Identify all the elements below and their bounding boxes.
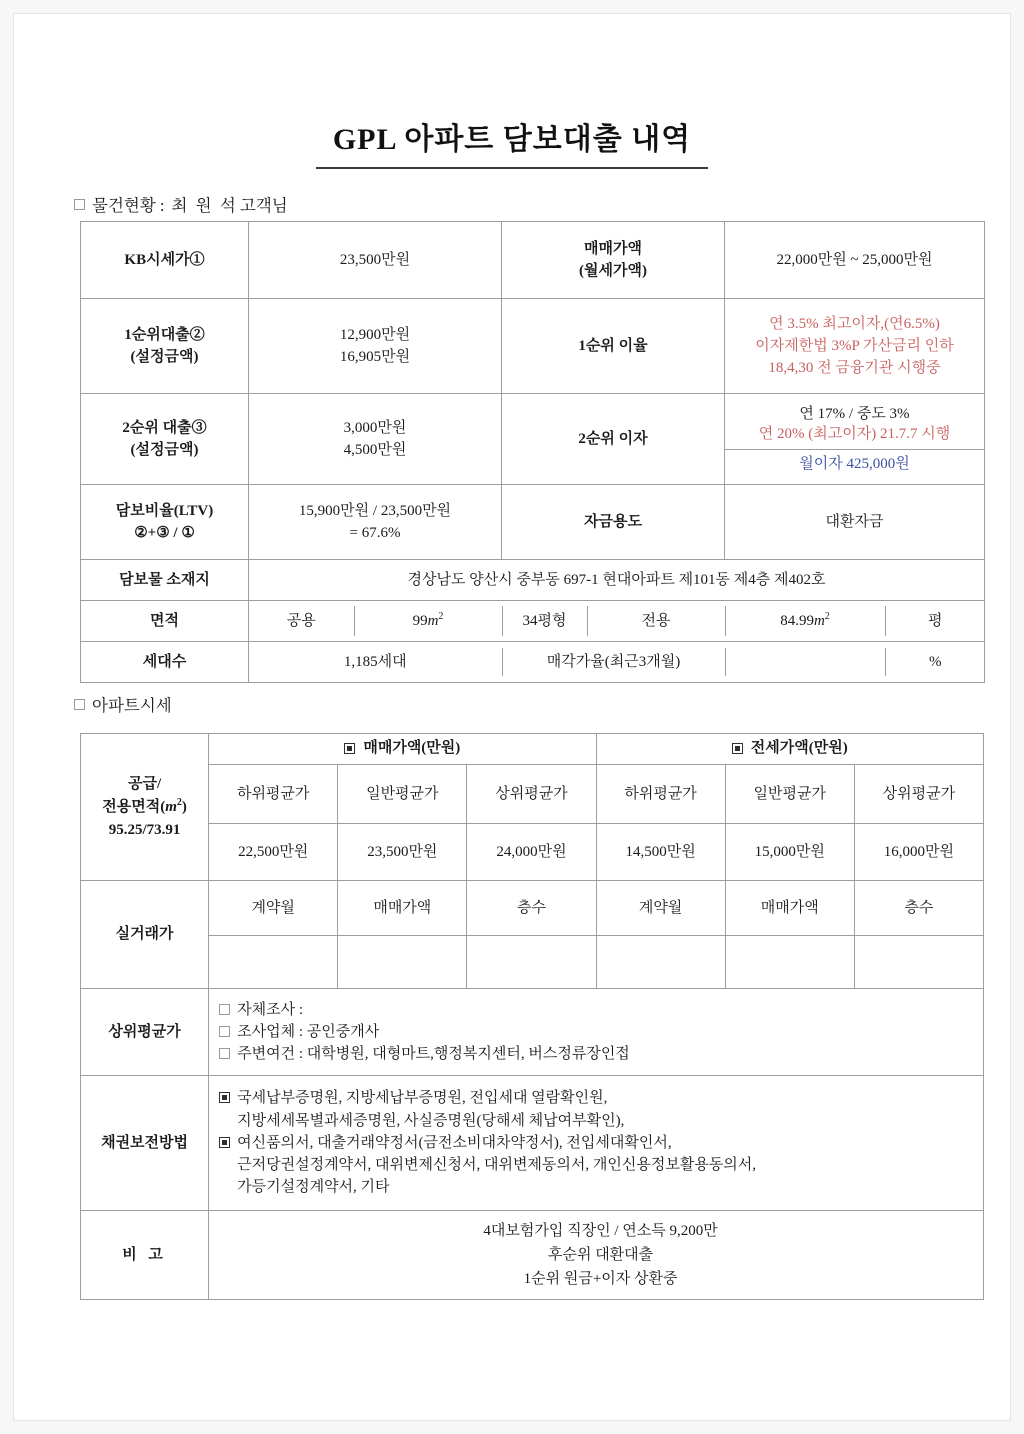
cell-ltv-calc <box>249 485 502 560</box>
cell-sale-rate-value <box>725 648 885 676</box>
cell-remarks-content <box>209 1210 984 1299</box>
first-rate-line3: 18,4,30 전 금융기관 시행중 <box>768 360 941 377</box>
cell-first-rate-detail <box>725 299 985 394</box>
cell-first-loan-label-line1: 1순위대출② <box>124 326 205 343</box>
checkbox-filled-icon <box>344 743 355 754</box>
table-row <box>81 764 984 823</box>
cell-sale-price-range: 22,000만원 ~ 25,000만원 <box>725 222 985 299</box>
cell-second-loan-label <box>81 394 249 485</box>
cell-price-value: 22,500만원 <box>209 823 338 880</box>
group-header-sale-price-label: 매매가액(만원) <box>363 740 461 756</box>
list-item <box>219 999 973 1021</box>
title-underline <box>316 167 708 169</box>
customer-name: 최 원 석 고객님 <box>171 196 288 215</box>
table-row <box>81 823 984 880</box>
second-rate-monthly-interest: 월이자 425,000원 <box>725 449 984 479</box>
cell-upper-average-items <box>209 988 984 1075</box>
col-header-actual: 계약월 <box>596 880 725 935</box>
list-item <box>219 1110 973 1132</box>
list-item-label: 근저당권설정계약서, 대위변제신청서, 대위변제동의서, 개인신용정보활용동의서, <box>237 1157 757 1173</box>
cell-actual-price-label: 실거래가 <box>81 880 209 988</box>
checkbox-empty-icon <box>219 1004 230 1015</box>
remarks-line: 1순위 원금+이자 상환중 <box>523 1271 678 1287</box>
list-item-label: 지방세세목별과세증명원, 사실증명원(당해세 체납여부확인), <box>237 1112 625 1129</box>
cell-second-rate-detail <box>725 394 985 485</box>
col-header-actual: 계약월 <box>209 880 338 935</box>
group-header-jeonse-price-label: 전세가액(만원) <box>750 740 848 756</box>
cell-upper-average-label: 상위평균가 <box>81 988 209 1075</box>
table-row <box>81 734 984 765</box>
col-header-actual: 매매가액 <box>338 880 467 935</box>
cell-households-label: 세대수 <box>81 642 249 683</box>
supply-line2: 전용면적$(m^2)$ <box>102 797 187 816</box>
cell-households-value: 1,185세대 <box>249 648 502 676</box>
table-row <box>81 1075 984 1210</box>
cell-price-value: 23,500만원 <box>338 823 467 880</box>
property-status-table <box>80 221 985 683</box>
cell-first-loan-amounts <box>249 299 502 394</box>
remarks-line: 4대보험가입 직장인 / 연소득 9,200만 <box>483 1222 718 1239</box>
cell-sale-price-label <box>502 222 725 299</box>
cell-first-loan-amount2: 16,905만원 <box>339 349 411 365</box>
first-rate-line1: 연 3.5% 최고이자,(연6.5%) <box>769 315 940 332</box>
checkbox-filled-icon <box>219 1137 230 1148</box>
supply-line1: 공급/ <box>127 776 162 793</box>
table-row <box>81 299 985 394</box>
cell-common-label: 공용 <box>249 606 354 635</box>
cell-supply-exclusive-area <box>81 734 209 881</box>
section-heading-property <box>74 192 288 216</box>
cell-ltv-label-line2: ②+③ / ① <box>134 525 195 541</box>
section-heading-market <box>74 692 172 716</box>
cell-credit-protection-label: 채권보전방법 <box>81 1075 209 1210</box>
col-header-price: 하위평균가 <box>596 764 725 823</box>
col-header-actual: 층수 <box>854 880 983 935</box>
cell-remarks-label: 비 고 <box>81 1210 209 1299</box>
list-item-label: 조사업체 : 공인중개사 <box>237 1023 380 1040</box>
cell-price-value: 14,500만원 <box>596 823 725 880</box>
cell-second-loan-amounts <box>249 394 502 485</box>
cell-sale-price-label-line2: (월세가액) <box>579 263 647 279</box>
page-title: GPL 아파트 담보대출 내역 <box>332 123 692 156</box>
cell-exclusive-label: 전용 <box>587 606 725 635</box>
cell-second-loan-label-line2: (설정금액) <box>130 442 199 458</box>
cell-sale-price-label-line1: 매매가액 <box>584 240 642 257</box>
table-row <box>81 1210 984 1299</box>
cell-price-value: 15,000만원 <box>725 823 854 880</box>
cell-actual-value <box>338 935 467 988</box>
list-item <box>219 1043 973 1065</box>
cell-pyeong-label: 평 <box>885 606 985 635</box>
table-row <box>81 394 985 485</box>
cell-fund-purpose-value: 대환자금 <box>725 485 985 560</box>
col-header-actual: 층수 <box>467 880 596 935</box>
cell-ltv-calc-line1: 15,900만원 / 23,500만원 <box>298 502 452 519</box>
cell-price-value: 24,000만원 <box>467 823 596 880</box>
cell-actual-value <box>854 935 983 988</box>
col-header-actual: 매매가액 <box>725 880 854 935</box>
cell-address-value: 경상남도 양산시 중부동 697-1 현대아파트 제101동 제4층 제402호 <box>249 560 985 601</box>
group-header-jeonse-price <box>596 734 983 765</box>
section-heading-property-label: 물건현황 : <box>92 196 165 215</box>
table-row <box>81 935 984 988</box>
first-rate-line2: 이자제한법 3%P 가산금리 인하 <box>755 337 954 354</box>
checkbox-empty-icon <box>74 199 85 210</box>
cell-fund-purpose-label: 자금용도 <box>502 485 725 560</box>
cell-exclusive-area: $84.99m^2$ <box>725 606 885 635</box>
supply-line3: 95.25/73.91 <box>108 821 181 838</box>
checkbox-filled-icon <box>732 743 743 754</box>
list-item-label: 자체조사 : <box>237 1001 304 1018</box>
cell-first-loan-amount1: 12,900만원 <box>339 326 411 343</box>
document-page <box>14 14 1010 1420</box>
checkbox-empty-icon <box>219 1026 230 1037</box>
cell-kb-value: 23,500만원 <box>249 222 502 299</box>
cell-ltv-label-line1: 담보비율(LTV) <box>115 502 214 519</box>
cell-second-loan-label-line1: 2순위 대출③ <box>122 419 207 436</box>
table-row <box>81 601 985 642</box>
list-item-label: 여신품의서, 대출거래약정서(금전소비대차약정서), 전입세대확인서, <box>237 1134 672 1151</box>
list-item <box>219 1154 973 1176</box>
col-header-price: 상위평균가 <box>854 764 983 823</box>
cell-first-loan-label <box>81 299 249 394</box>
cell-second-rate-label: 2순위 이자 <box>502 394 725 485</box>
cell-actual-value <box>596 935 725 988</box>
cell-first-rate-label: 1순위 이율 <box>502 299 725 394</box>
col-header-price: 일반평균가 <box>725 764 854 823</box>
list-item-label: 가등기설정계약서, 기타 <box>237 1179 390 1196</box>
cell-ltv-calc-line2: = 67.6% <box>349 525 401 541</box>
col-header-price: 일반평균가 <box>338 764 467 823</box>
list-item <box>219 1021 973 1043</box>
list-item-label: 국세납부증명원, 지방세납부증명원, 전입세대 열람확인원, <box>237 1090 608 1107</box>
apartment-market-price-table <box>80 733 984 1300</box>
cell-actual-value <box>725 935 854 988</box>
cell-kb-label: KB시세가① <box>81 222 249 299</box>
cell-second-loan-amount2: 4,500만원 <box>343 442 407 458</box>
cell-address-label: 담보물 소재지 <box>81 560 249 601</box>
checkbox-filled-icon <box>219 1092 230 1103</box>
cell-first-loan-label-line2: (설정금액) <box>130 349 199 365</box>
cell-credit-protection-items <box>209 1075 984 1210</box>
table-row <box>81 988 984 1075</box>
table-row <box>81 880 984 935</box>
cell-sale-rate-label: 매각가율(최근3개월) <box>502 648 725 676</box>
cell-actual-value <box>467 935 596 988</box>
table-row <box>81 222 985 299</box>
cell-second-loan-amount1: 3,000만원 <box>343 419 407 436</box>
table-row <box>81 642 985 683</box>
list-item <box>219 1176 973 1198</box>
cell-common-area: $99m^2$ <box>354 606 502 635</box>
second-rate-line2: 연 20% (최고이자) 21.7.7 시행 <box>758 426 951 443</box>
checkbox-empty-icon <box>219 1048 230 1059</box>
cell-area-label: 면적 <box>81 601 249 642</box>
table-row <box>81 560 985 601</box>
cell-percent-label: % <box>885 648 985 676</box>
list-item <box>219 1087 973 1109</box>
list-item-label: 주변여건 : 대학병원, 대형마트,행정복지센터, 버스정류장인접 <box>237 1046 630 1062</box>
list-item <box>219 1132 973 1154</box>
cell-pyeong-type: 34평형 <box>502 606 587 635</box>
group-header-sale-price <box>209 734 596 765</box>
cell-price-value: 16,000만원 <box>854 823 983 880</box>
table-row <box>81 485 985 560</box>
cell-ltv-label <box>81 485 249 560</box>
col-header-price: 상위평균가 <box>467 764 596 823</box>
col-header-price: 하위평균가 <box>209 764 338 823</box>
section-heading-market-label: 아파트시세 <box>92 696 172 715</box>
cell-actual-value <box>209 935 338 988</box>
second-rate-line1: 연 17% / 중도 3% <box>799 406 910 423</box>
checkbox-empty-icon <box>74 699 85 710</box>
remarks-line: 후순위 대환대출 <box>547 1246 654 1263</box>
